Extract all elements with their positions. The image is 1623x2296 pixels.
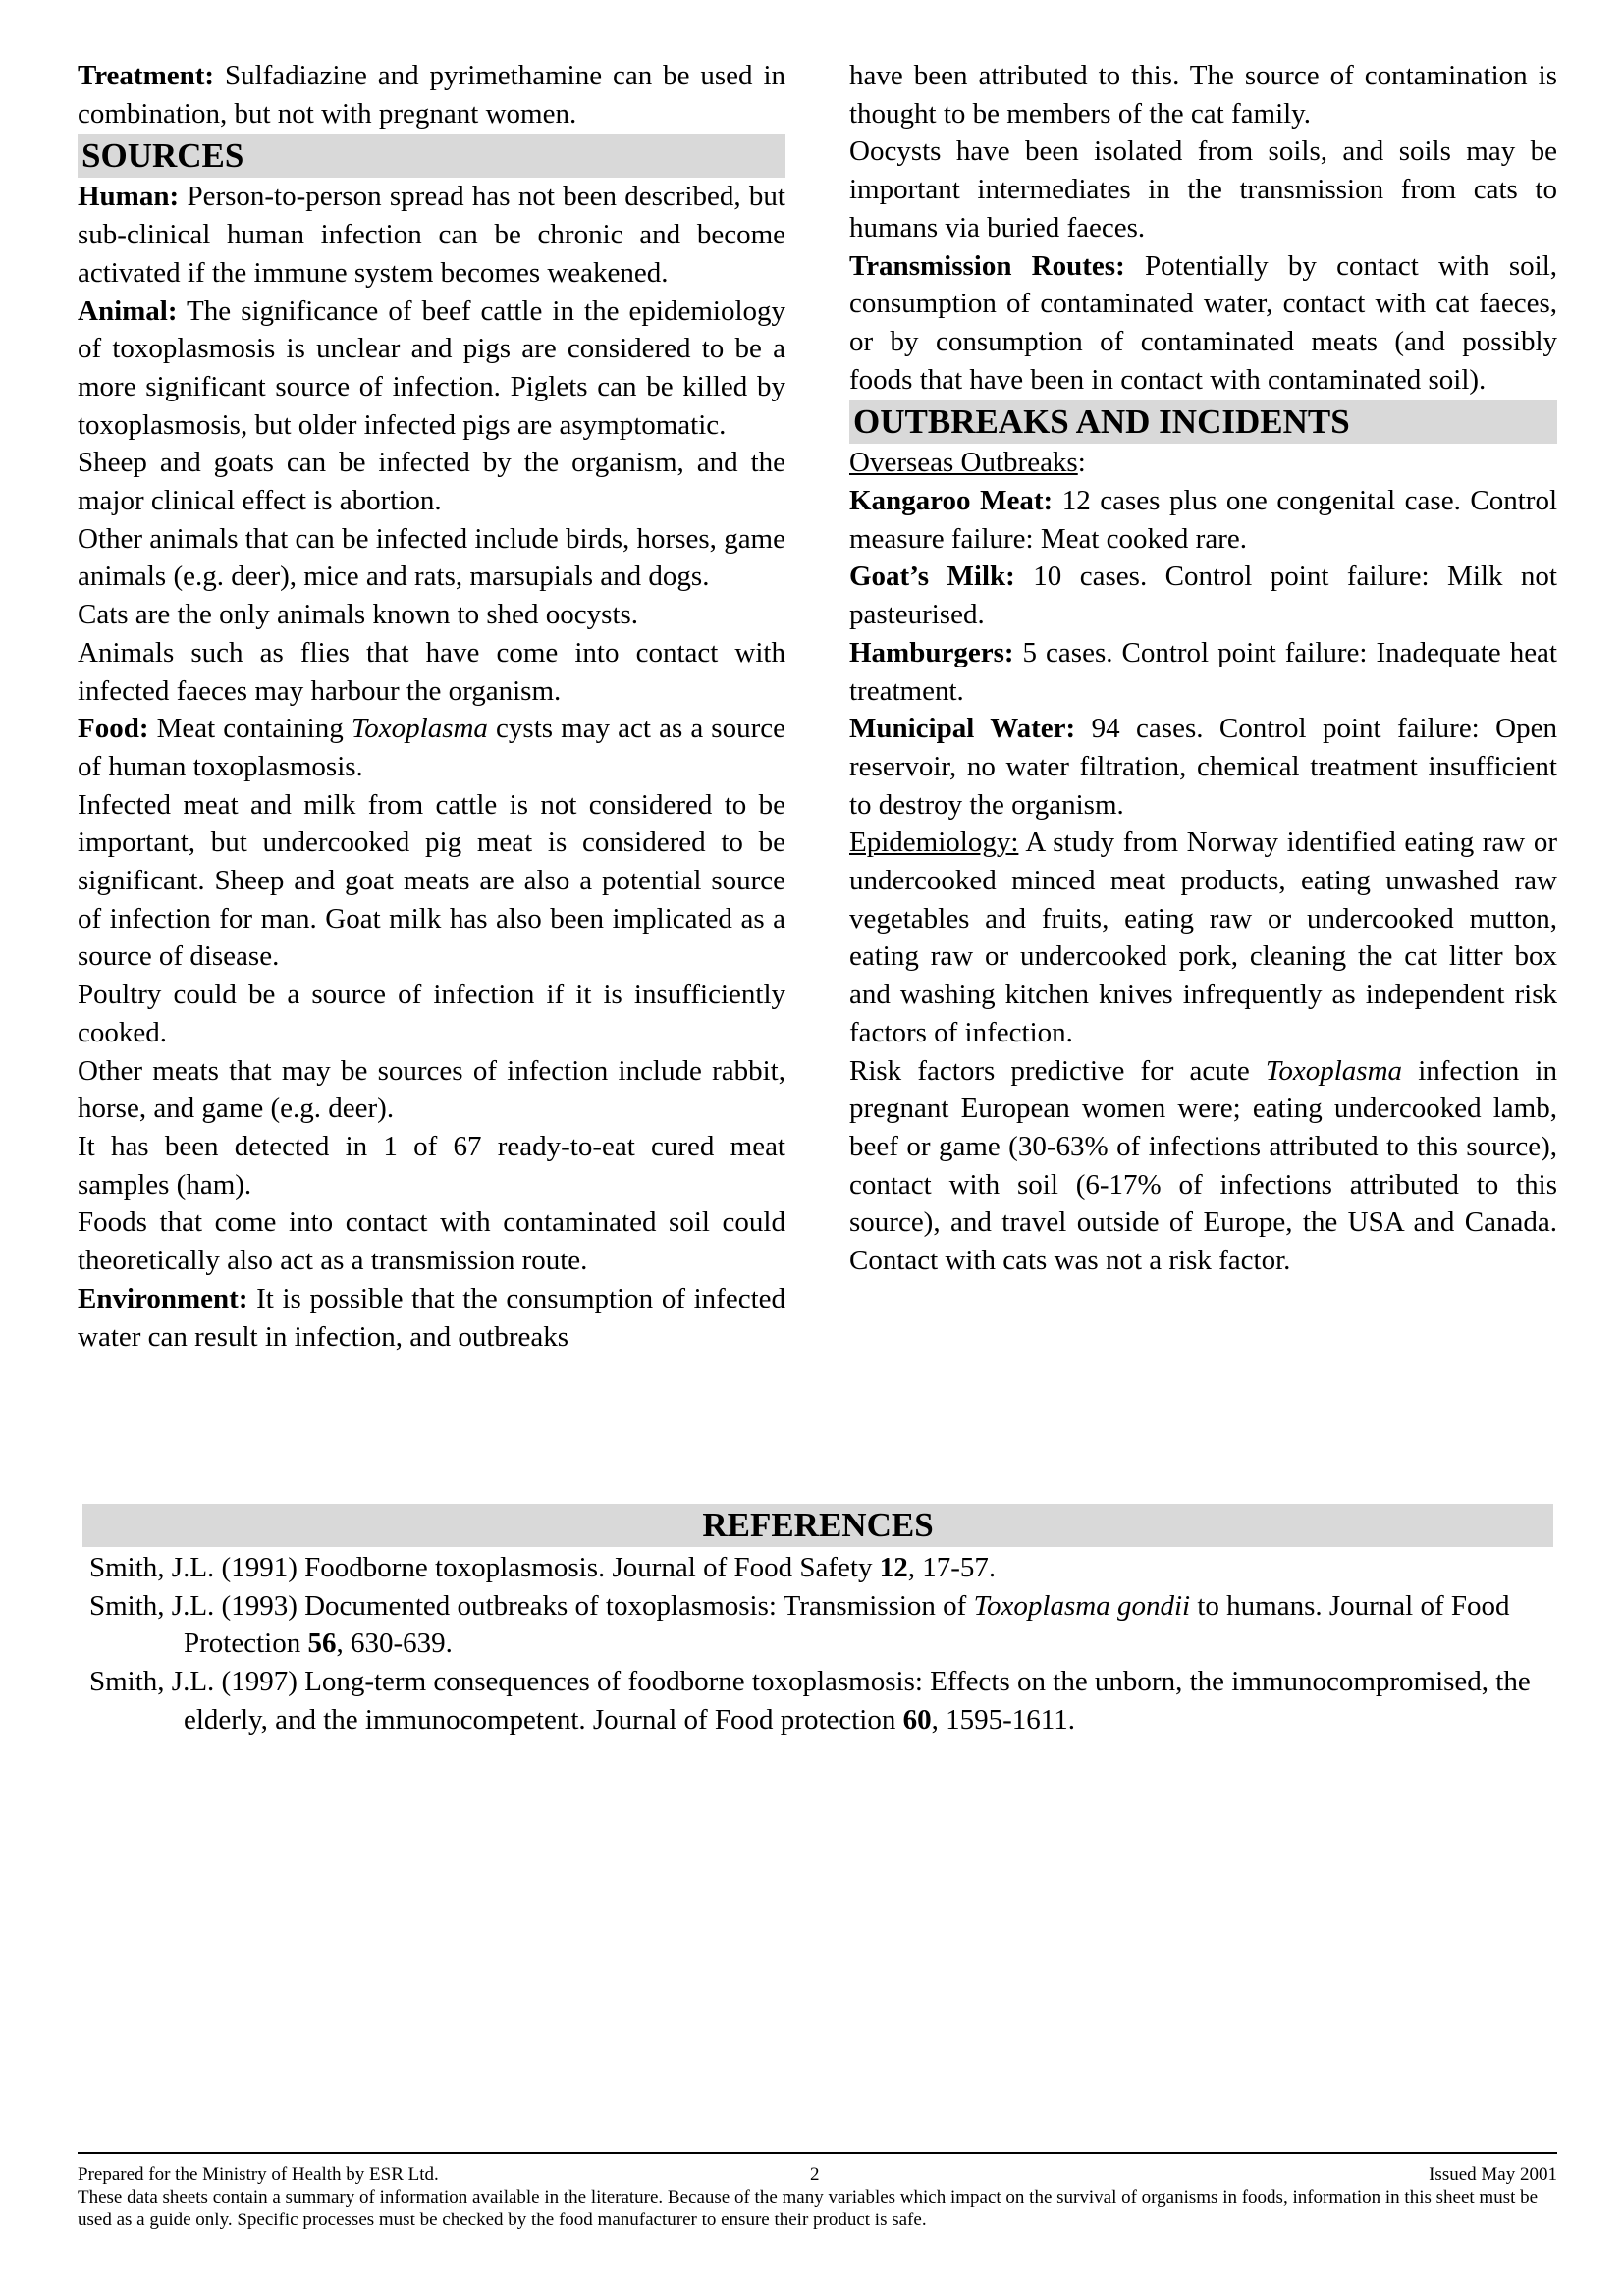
treatment-text: Sulfadiazine and pyrimethamine can be used in combination, but not with pregnant women. — [78, 60, 785, 130]
hamburgers-text: 5 cases. Control point failure: Inadequate heat treatment. — [849, 636, 1557, 707]
sources-heading: SOURCES — [78, 134, 785, 178]
references-heading: REFERENCES — [82, 1504, 1553, 1547]
epidemiology-text: A study from Norway identified eating raw or undercooked minced meat products, eating unwashed raw vegetables and fruits, eating raw or undercooked mutton, eating raw or undercooked pork, cleaning the cat litter box and washing kitchen knives infrequently as independent risk factors of infection. — [849, 827, 1557, 1048]
other-animals-paragraph: Other animals that can be infected include birds, horses, game animals (e.g. deer), mice and rats, marsupials and dogs. — [78, 522, 785, 593]
food-paragraph — [78, 710, 785, 785]
ref2-text-a: Smith, J.L. (1993) Documented outbreaks of toxoplasmosis: Transmission of — [89, 1589, 974, 1622]
hamburgers-paragraph — [849, 634, 1557, 710]
human-paragraph — [78, 178, 785, 292]
oocysts-paragraph: Oocysts have been isolated from soils, and soils may be important intermediates in the transmission from cats to humans via buried faeces. — [849, 135, 1557, 243]
ref2-volume: 56 — [307, 1628, 337, 1660]
kangaroo-label: Kangaroo Meat: — [849, 485, 1054, 517]
ref1-text-a: Smith, J.L. (1991) Foodborne toxoplasmosis. Journal of Food Safety — [89, 1552, 880, 1583]
flies-paragraph: Animals such as flies that have come into contact with infected faeces may harbour the organism. — [78, 636, 785, 707]
municipal-water-text: 94 cases. Control point failure: Open reservoir, no water filtration, chemical treatment insufficient to destroy the organism. — [849, 713, 1557, 821]
treatment-paragraph — [78, 57, 785, 133]
footer-issued: Issued May 2001 — [1429, 2164, 1557, 2185]
ref3-volume: 60 — [902, 1703, 932, 1735]
right-column — [849, 57, 1557, 1280]
footer-row — [78, 2163, 1557, 2186]
ref1-volume: 12 — [879, 1552, 908, 1583]
transmission-label: Transmission Routes: — [849, 249, 1125, 282]
environment-continued-paragraph: have been attributed to this. The source of contamination is thought to be members of the cat family. — [849, 60, 1557, 130]
food-organism-italic: Toxoplasma — [351, 713, 488, 745]
human-text: Person-to-person spread has not been described, but sub-clinical human infection can be chronic and become activated if the immune system becomes weakened. — [78, 181, 785, 289]
reference-1 — [82, 1549, 1553, 1587]
ref1-text-b: , 17-57. — [907, 1552, 997, 1583]
municipal-water-label: Municipal Water: — [849, 713, 1076, 745]
cats-paragraph: Cats are the only animals known to shed oocysts. — [78, 599, 639, 631]
epidemiology-label: Epidemiology: — [849, 827, 1019, 859]
animal-paragraph — [78, 293, 785, 445]
ref2-text-b: to humans. Journal of Food Protection — [184, 1589, 1510, 1660]
transmission-text: Potentially by contact with soil, consumption of contaminated water, contact with cat faeces, or by consumption of contaminated meats (and possibly foods that have been in contact with contaminated soil). — [849, 249, 1557, 396]
hamburgers-label: Hamburgers: — [849, 636, 1014, 668]
meat-milk-paragraph: Infected meat and milk from cattle is not considered to be important, but undercooked pig meat is considered to be significant. Sheep and goat meats are also a potential source of infection for man. Goat milk has also been implicated as a source of disease. — [78, 788, 785, 973]
treatment-label: Treatment: — [78, 60, 215, 91]
ref3-text-b: , 1595-1611. — [931, 1703, 1075, 1735]
transmission-paragraph — [849, 247, 1557, 400]
overseas-label: Overseas Outbreaks — [849, 447, 1078, 479]
risk-text-b: infection in pregnant European women were; eating undercooked lamb, beef or game (30-63% of infections attributed to this source), contact with soil (6-17% of infections attributed to this source), and travel outside of Europe, the USA and Canada. Contact with cats was not a risk factor. — [849, 1054, 1557, 1277]
goats-milk-label: Goat’s Milk: — [849, 561, 1015, 593]
municipal-water-paragraph — [849, 710, 1557, 824]
goats-milk-text: 10 cases. Control point failure: Milk not pasteurised. — [849, 561, 1557, 631]
poultry-paragraph: Poultry could be a source of infection if it is insufficiently cooked. — [78, 979, 785, 1048]
overseas-outbreaks-subheading — [849, 444, 1557, 482]
epidemiology-paragraph — [849, 824, 1557, 1051]
risk-organism-italic: Toxoplasma — [1265, 1054, 1403, 1087]
ref2-organism-italic: Toxoplasma gondii — [973, 1589, 1191, 1622]
references-section — [82, 1502, 1553, 1739]
goats-milk-paragraph — [849, 558, 1557, 633]
sheep-goats-paragraph: Sheep and goats can be infected by the organism, and the major clinical effect is abortion. — [78, 447, 785, 517]
ref2-text-c: , 630-639. — [336, 1628, 453, 1660]
outbreaks-heading: OUTBREAKS AND INCIDENTS — [849, 400, 1557, 444]
food-text-b: cysts may act as a source of human toxoplasmosis. — [78, 713, 785, 782]
footer-disclaimer: These data sheets contain a summary of information available in the literature. Because of the many variables which impact on the survival of organisms in foods, information in this sheet must be used as a guide only. Specific processes must be checked by the food manufacturer to ensure their product is safe. — [78, 2187, 1539, 2230]
risk-text-a: Risk factors predictive for acute — [849, 1054, 1266, 1087]
animal-text: The significance of beef cattle in the epidemiology of toxoplasmosis is unclear and pigs are considered to be a more significant source of infection. Piglets can be killed by toxoplasmosis, but older infected pigs are asymptomatic. — [78, 294, 785, 441]
environment-label: Environment: — [78, 1282, 248, 1314]
reference-2 — [82, 1587, 1553, 1663]
ham-paragraph: It has been detected in 1 of 67 ready-to-eat cured meat samples (ham). — [78, 1130, 785, 1201]
food-text-a: Meat containing — [148, 713, 352, 745]
footer-prepared: Prepared for the Ministry of Health by ESR Ltd. — [78, 2164, 439, 2185]
reference-3 — [82, 1663, 1553, 1738]
page-footer — [78, 2152, 1557, 2231]
left-column — [78, 57, 785, 1356]
kangaroo-text: 12 cases plus one congenital case. Control measure failure: Meat cooked rare. — [849, 485, 1558, 555]
risk-factors-paragraph — [849, 1052, 1557, 1280]
footer-page-number: 2 — [810, 2164, 820, 2185]
other-meats-paragraph: Other meats that may be sources of infection include rabbit, horse, and game (e.g. deer). — [78, 1054, 785, 1125]
food-label: Food: — [78, 713, 149, 745]
overseas-colon: : — [1077, 447, 1086, 479]
environment-text: It is possible that the consumption of infected water can result in infection, and outbreaks — [78, 1282, 785, 1353]
ref3-text-a: Smith, J.L. (1997) Long-term consequences of foodborne toxoplasmosis: Effects on the unborn, the immunocompromised, the elderly, and the immunocompetent. Journal of Food protection — [89, 1666, 1531, 1735]
kangaroo-paragraph — [849, 482, 1557, 558]
animal-label: Animal: — [78, 294, 178, 327]
environment-paragraph — [78, 1280, 785, 1356]
human-label: Human: — [78, 181, 180, 213]
soil-foods-paragraph: Foods that come into contact with contaminated soil could theoretically also act as a transmission route. — [78, 1206, 785, 1277]
